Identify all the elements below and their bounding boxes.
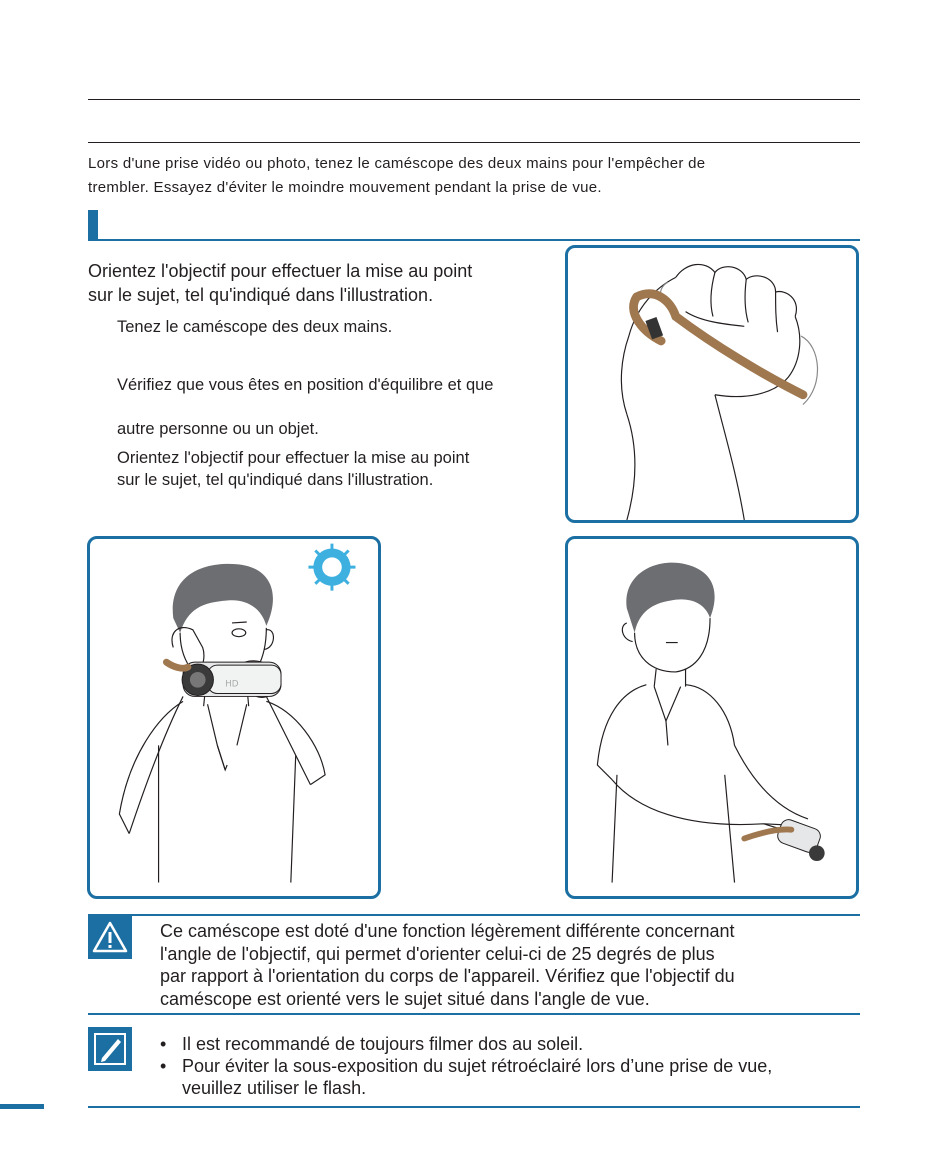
note-pencil-icon [88, 1027, 132, 1071]
lead-line-2: sur le sujet, tel qu'indiqué dans l'illustration. [88, 285, 434, 305]
camera-hd-badge: HD [225, 679, 239, 690]
warning-text [160, 920, 860, 1010]
hand-strap-drawing [568, 248, 856, 520]
holding-eye-level-drawing [90, 539, 378, 896]
header-rule-bottom [88, 142, 860, 143]
warning-line-3: par rapport à l'orientation du corps de l'appareil. Vérifiez que l'objectif du [160, 966, 735, 986]
page-edge-marker [0, 1104, 44, 1109]
warning-line-2: l'angle de l'objectif, qui permet d'orienter celui-ci de 25 degrés de plus [160, 943, 715, 964]
warning-line-4: caméscope est orienté vers le sujet situé dans l'angle de vue. [160, 988, 650, 1009]
warning-triangle-icon [88, 915, 132, 959]
header-rule-top [88, 99, 860, 100]
step-4-line-1: Orientez l'objectif pour effectuer la mise au point [117, 449, 470, 467]
intro-line-2: trembler. Essayez d'éviter le moindre mouvement pendant la prise de vue. [88, 179, 602, 196]
step-2: Vérifiez que vous êtes en position d'équilibre et que [117, 376, 494, 394]
intro-line-1: Lors d'une prise vidéo ou photo, tenez le caméscope des deux mains pour l'empêcher de [88, 155, 706, 172]
step-3: autre personne ou un objet. [117, 420, 319, 438]
step-1: Tenez le caméscope des deux mains. [117, 318, 393, 336]
intro-paragraph [88, 152, 858, 200]
lead-line-1: Orientez l'objectif pour effectuer la mise au point [88, 261, 473, 281]
warning-top-rule [88, 914, 860, 916]
section-heading-bar [88, 210, 98, 240]
note-bottom-rule [88, 1106, 860, 1108]
section-heading-rule [88, 239, 860, 241]
note-item-1: • Il est recommandé de toujours filmer dos au soleil. [160, 1033, 860, 1055]
warning-line-1: Ce caméscope est doté d'une fonction légèrement différente concernant [160, 921, 735, 941]
holding-low-drawing [568, 539, 856, 896]
illustration-hand-strap [565, 245, 859, 523]
note-item-2: • Pour éviter la sous-exposition du sujet rétroéclairé lors d’une prise de vue, veuillez utiliser le flash. [160, 1055, 860, 1099]
illustration-holding-low [565, 536, 859, 899]
step-4 [117, 447, 562, 491]
step-4-line-2: sur le sujet, tel qu'indiqué dans l'illustration. [117, 471, 434, 489]
warning-bottom-rule [88, 1013, 860, 1015]
sun-icon [308, 544, 355, 591]
lead-paragraph [88, 259, 548, 307]
illustration-holding-eye-level [87, 536, 381, 899]
note-list [160, 1033, 860, 1099]
